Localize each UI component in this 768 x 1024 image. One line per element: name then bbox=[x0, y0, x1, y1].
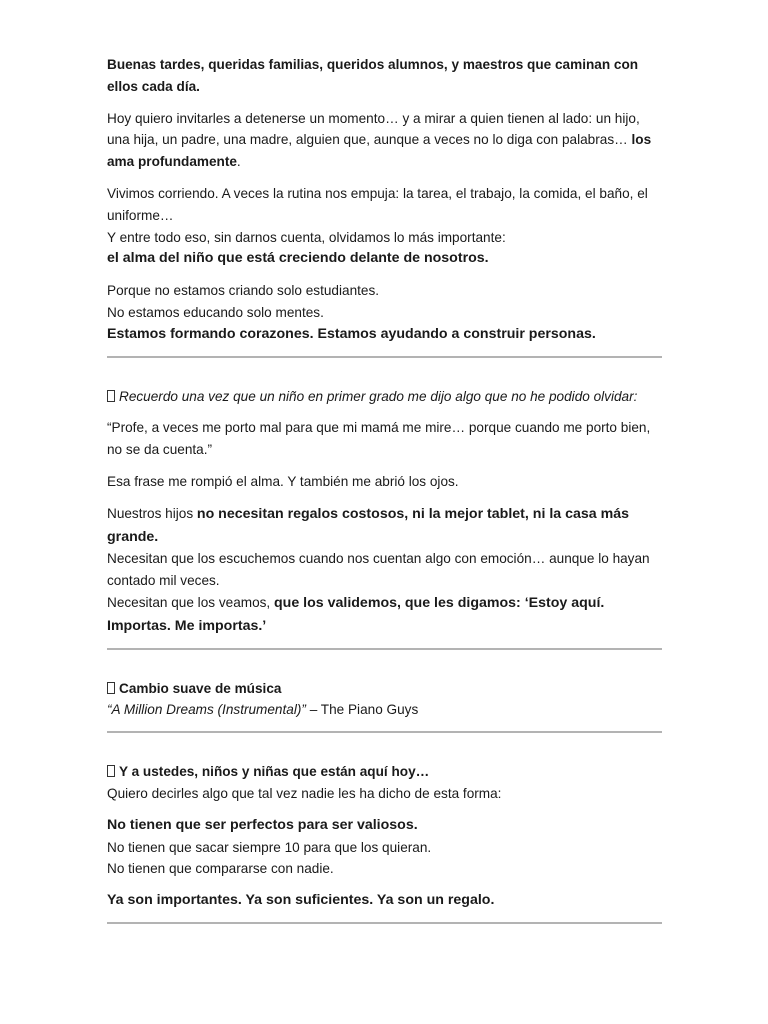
invitation-paragraph bbox=[107, 108, 662, 173]
needs-text: Nuestros hijos bbox=[107, 505, 197, 521]
needs-line-3 bbox=[107, 592, 662, 638]
raising-line-1: Porque no estamos criando solo estudiantes. bbox=[107, 283, 380, 299]
raising-emphasis: Estamos formando corazones. Estamos ayudando a construir personas. bbox=[107, 325, 596, 342]
invitation-end: . bbox=[236, 154, 241, 170]
raising-line-2: No estamos educando solo mentes. bbox=[107, 304, 324, 320]
routine-line-2: Y entre todo eso, sin darnos cuenta, olvidamos lo más importante: bbox=[107, 229, 506, 245]
section-divider bbox=[107, 922, 662, 924]
section-divider bbox=[107, 731, 662, 733]
child-quote: “Profe, a veces me porto mal para que mi mamá me mire… porque cuando me porto bien, no se da cuenta.” bbox=[107, 420, 651, 458]
children-heading-text: Y a ustedes, niños y niñas que están aquí hoy… bbox=[119, 764, 430, 780]
needs-line-3-text: Necesitan que los veamos, bbox=[107, 594, 274, 610]
needs-emphasis: no necesitan regalos costosos, ni la mejor tablet, ni la casa más grande. bbox=[107, 505, 629, 545]
needs-line-3-emphasis: que los validemos, que les digamos: ‘Estoy aquí. Importas. Me importas.’ bbox=[107, 594, 605, 634]
children-intro: Quiero decirles algo que tal vez nadie les ha dicho de esta forma: bbox=[107, 785, 502, 801]
music-song-line bbox=[107, 699, 662, 721]
song-title: “A Million Dreams (Instrumental)” bbox=[107, 702, 306, 718]
children-line-3: No tienen que compararse con nadie. bbox=[107, 861, 334, 877]
children-heading bbox=[107, 761, 662, 783]
memory-text: Recuerdo una vez que un niño en primer grado me dijo algo que no he podido olvidar: bbox=[119, 388, 638, 404]
greeting-paragraph: Buenas tardes, queridas familias, queridos alumnos, y maestros que caminan con ellos cada día. bbox=[107, 57, 639, 94]
children-line-1: No tienen que ser perfectos para ser valiosos. bbox=[107, 816, 418, 833]
section-divider bbox=[107, 648, 662, 650]
missing-glyph-icon bbox=[107, 682, 115, 694]
invitation-emphasis: los ama profundamente bbox=[107, 132, 652, 170]
missing-glyph-icon bbox=[107, 765, 115, 777]
section-divider bbox=[107, 356, 662, 358]
music-cue-title bbox=[107, 678, 662, 700]
reflection-paragraph: Esa frase me rompió el alma. Y también me abrió los ojos. bbox=[107, 473, 459, 489]
children-line-2: No tienen que sacar siempre 10 para que los quieran. bbox=[107, 839, 432, 855]
routine-paragraph: Vivimos corriendo. A veces la rutina nos empuja: la tarea, el trabajo, la comida, el baño, el uniforme… bbox=[107, 185, 648, 223]
missing-glyph-icon bbox=[107, 390, 115, 402]
needs-line-2: Necesitan que los escuchemos cuando nos cuentan algo con emoción… aunque lo hayan contado mil veces. bbox=[107, 551, 650, 589]
needs-line-1 bbox=[107, 503, 662, 549]
closing-statement: Ya son importantes. Ya son suficientes. Ya son un regalo. bbox=[107, 892, 495, 909]
memory-paragraph bbox=[107, 386, 662, 408]
song-artist: – The Piano Guys bbox=[305, 702, 419, 718]
invitation-text: Hoy quiero invitarles a detenerse un momento… y a mirar a quien tienen al lado: un hijo, una hija, un padre, una madre, alguien que, aunque a veces no lo diga con palabras… bbox=[107, 110, 640, 148]
routine-emphasis: el alma del niño que está creciendo delante de nosotros. bbox=[107, 250, 489, 267]
music-cue-text: Cambio suave de música bbox=[119, 680, 282, 696]
speech-content bbox=[107, 54, 662, 924]
